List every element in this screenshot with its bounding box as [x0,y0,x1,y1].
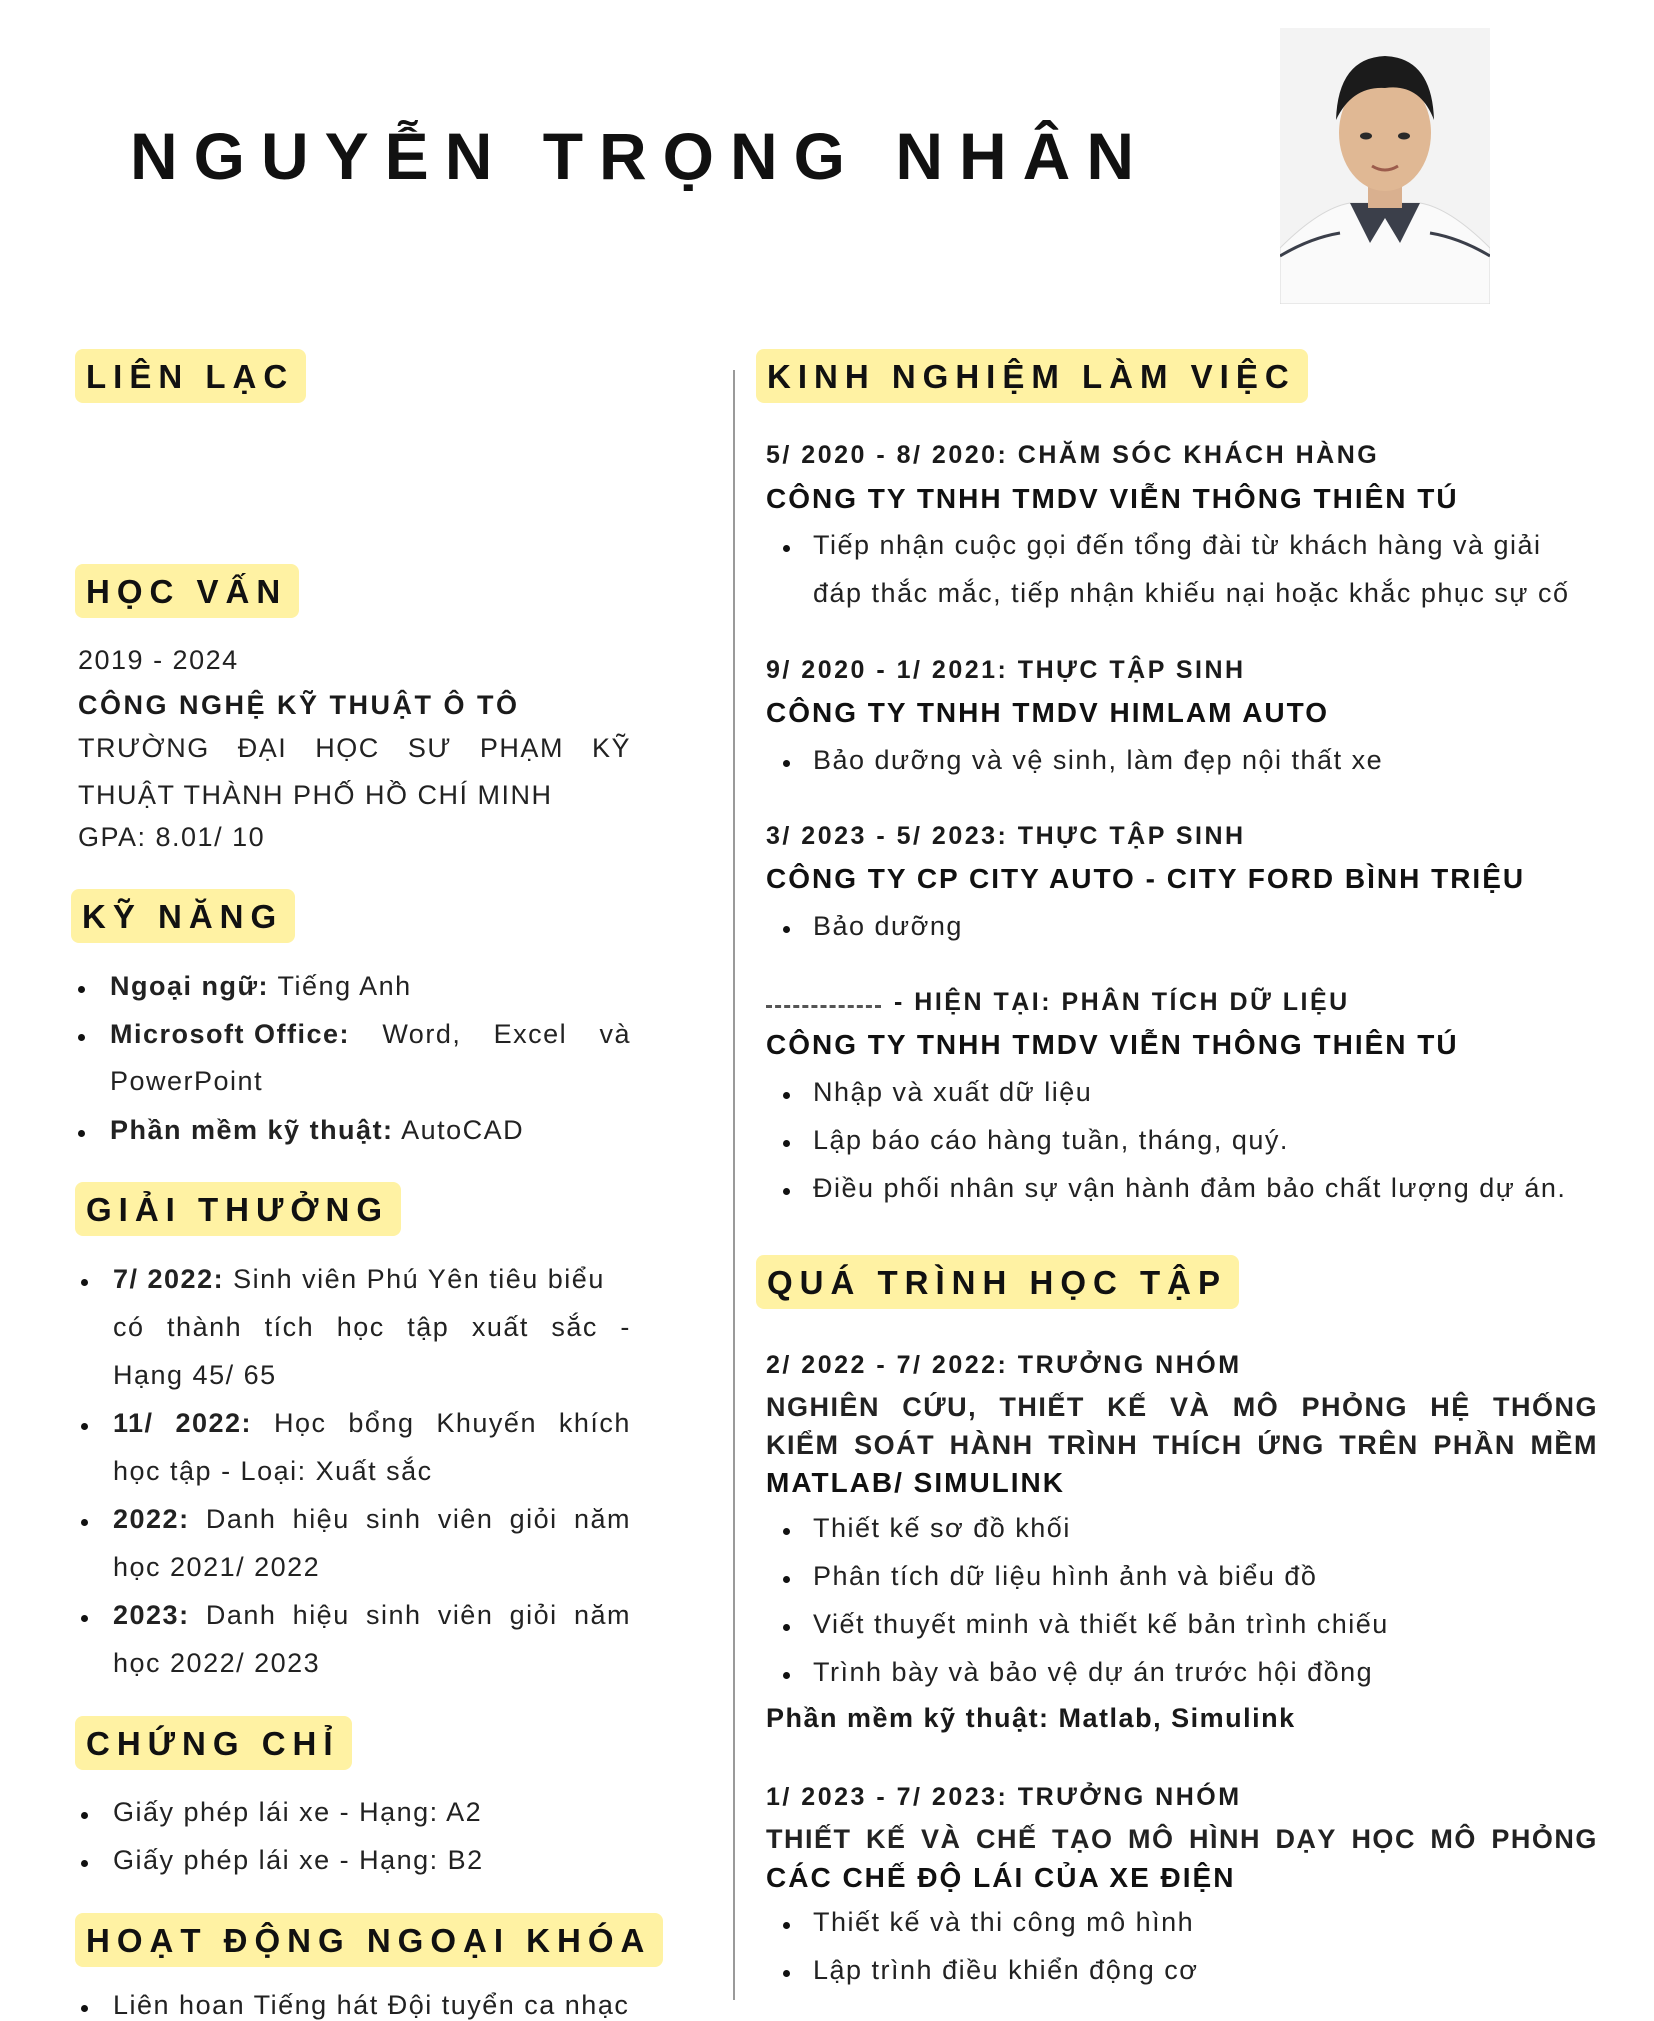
skill-item-cont: PowerPoint [110,1066,264,1096]
project-title-line: CÁC CHẾ ĐỘ LÁI CỦA XE ĐIỆN [766,1862,1236,1893]
job-period: 5/ 2020 - 8/ 2020: CHĂM SÓC KHÁCH HÀNG [766,441,1380,469]
school-word: TRƯỜNG [78,733,210,763]
project-title-line: THIẾT KẾ VÀ CHẾ TẠO MÔ HÌNH DẠY HỌC MÔ PHỎNG [766,1824,1598,1854]
profile-photo [1280,28,1490,304]
project-title-line: MATLAB/ SIMULINK [766,1467,1065,1498]
award-item: 11/ 2022: Học bổng Khuyến khích [113,1408,631,1438]
cert-item: Giấy phép lái xe - Hạng: B2 [113,1845,484,1875]
job-period: 9/ 2020 - 1/ 2021: THỰC TẬP SINH [766,656,1246,684]
job-bullet-cont: đáp thắc mắc, tiếp nhận khiếu nại hoặc khắc phục sự cố [813,578,1570,608]
project-period: 1/ 2023 - 7/ 2023: TRƯỞNG NHÓM [766,1783,1242,1811]
job-bullet: Bảo dưỡng [813,911,963,941]
school-word: SƯ [407,733,452,763]
job-bullet: Bảo dưỡng và vệ sinh, làm đẹp nội thất xe [813,745,1384,775]
job-company: CÔNG TY TNHH TMDV HIMLAM AUTO [766,697,1330,728]
candidate-name: NGUYỄN TRỌNG NHÂN [130,119,1151,193]
education-years: 2019 - 2024 [78,645,239,675]
study-heading: QUÁ TRÌNH HỌC TẬP [756,1255,1239,1309]
skill-item: Microsoft Office: Word, Excel và [110,1019,631,1049]
education-heading: HỌC VẤN [75,564,299,618]
project-bullet: Lập trình điều khiển động cơ [813,1955,1199,1985]
job-bullet: Nhập và xuất dữ liệu [813,1077,1093,1107]
school-word: PHẠM [479,733,564,763]
project-software: Phần mềm kỹ thuật: Matlab, Simulink [766,1703,1296,1733]
contact-heading: LIÊN LẠC [75,349,306,403]
job-company: CÔNG TY CP CITY AUTO - CITY FORD BÌNH TRIỆU [766,863,1526,894]
job-company: CÔNG TY TNHH TMDV VIỄN THÔNG THIÊN TÚ [766,1029,1459,1060]
project-title-line: NGHIÊN CỨU, THIẾT KẾ VÀ MÔ PHỎNG HỆ THỐNG [766,1392,1598,1422]
education-school-line2: THUẬT THÀNH PHỐ HỒ CHÍ MINH [78,780,553,810]
award-item-line: có thành tích học tập xuất sắc - [113,1312,631,1342]
extracurricular-heading: HOẠT ĐỘNG NGOẠI KHÓA [75,1913,663,1967]
job-period: - HIỆN TẠI: PHÂN TÍCH DỮ LIỆU [894,988,1350,1016]
job-bullet: Lập báo cáo hàng tuần, tháng, quý. [813,1125,1289,1155]
award-item-line: học 2022/ 2023 [113,1648,321,1678]
project-bullet: Viết thuyết minh và thiết kế bản trình chiếu [813,1609,1389,1639]
experience-heading: KINH NGHIỆM LÀM VIỆC [756,349,1308,403]
project-title-line: KIỂM SOÁT HÀNH TRÌNH THÍCH ỨNG TRÊN PHẦN MỀM [766,1430,1598,1460]
award-item: 7/ 2022: Sinh viên Phú Yên tiêu biểu [113,1264,605,1294]
skills-heading: KỸ NĂNG [71,889,295,943]
project-bullet: Trình bày và bảo vệ dự án trước hội đồng [813,1657,1374,1687]
cert-item: Giấy phép lái xe - Hạng: A2 [113,1797,483,1827]
award-item-line: học tập - Loại: Xuất sắc [113,1456,433,1486]
school-word: HỌC [315,733,380,763]
award-item: 2022: Danh hiệu sinh viên giỏi năm [113,1504,631,1534]
school-word: KỸ [591,733,631,763]
education-school-line1 [78,733,631,764]
job-period: 3/ 2023 - 5/ 2023: THỰC TẬP SINH [766,822,1246,850]
award-item-line: học 2021/ 2022 [113,1552,321,1582]
award-item-line: Hạng 45/ 65 [113,1360,277,1390]
job-bullet: Tiếp nhận cuộc gọi đến tổng đài từ khách hàng và giải [813,530,1542,560]
skill-item: Phần mềm kỹ thuật: AutoCAD [110,1115,525,1145]
project-period: 2/ 2022 - 7/ 2022: TRƯỞNG NHÓM [766,1351,1242,1379]
job-period-obscured [766,1005,881,1011]
project-bullet: Thiết kế và thi công mô hình [813,1907,1195,1937]
project-bullet: Phân tích dữ liệu hình ảnh và biểu đồ [813,1561,1318,1591]
job-company: CÔNG TY TNHH TMDV VIỄN THÔNG THIÊN TÚ [766,483,1459,514]
project-bullet: Thiết kế sơ đồ khối [813,1513,1071,1543]
extracurricular-item: Liên hoan Tiếng hát Đội tuyển ca nhạc [113,1990,630,2020]
profile-photo-image [1280,28,1490,304]
certs-heading: CHỨNG CHỈ [75,1716,352,1770]
award-item: 2023: Danh hiệu sinh viên giỏi năm [113,1600,631,1630]
column-divider [733,370,735,2000]
awards-heading: GIẢI THƯỞNG [75,1182,401,1236]
job-bullet: Điều phối nhân sự vận hành đảm bảo chất lượng dự án. [813,1173,1567,1203]
school-word: ĐẠI [237,733,288,763]
skill-item: Ngoại ngữ: Tiếng Anh [110,971,412,1001]
education-major: CÔNG NGHỆ KỸ THUẬT Ô TÔ [78,690,520,720]
education-gpa: GPA: 8.01/ 10 [78,822,266,852]
